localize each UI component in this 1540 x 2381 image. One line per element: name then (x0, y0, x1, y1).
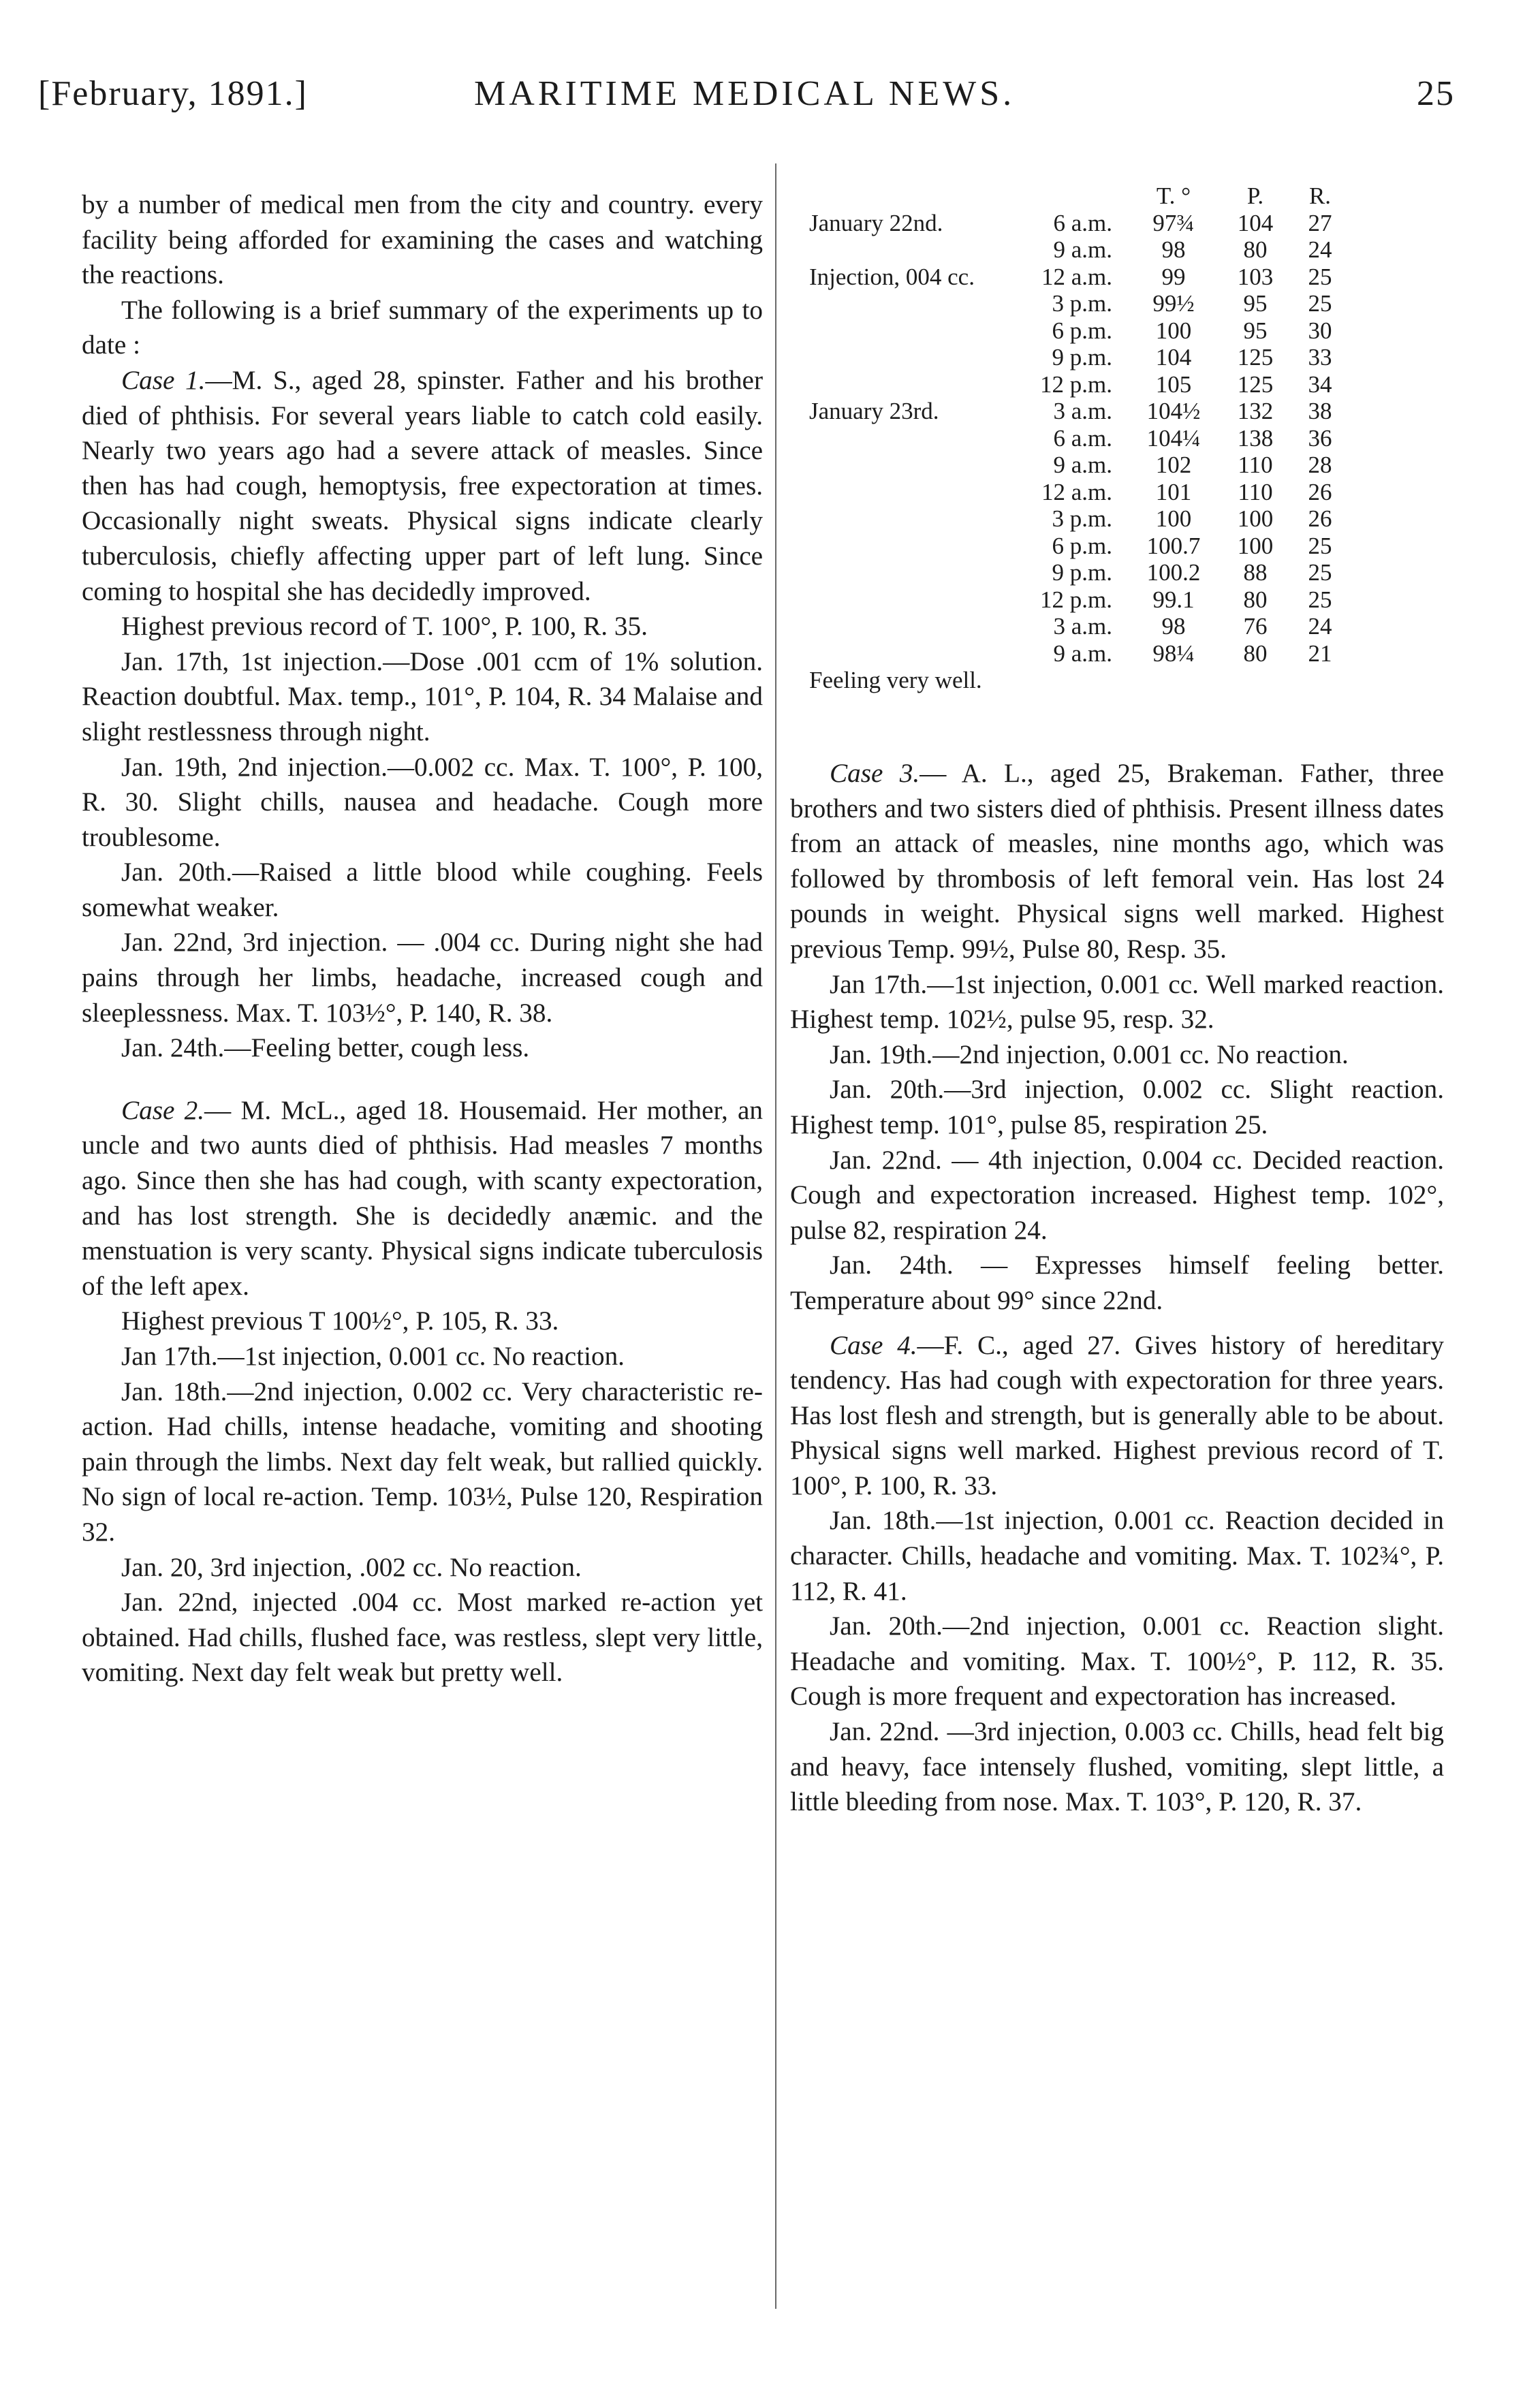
case1-text: —M. S., aged 28, spinster. Father and his brother died of phthisis. For several years liable to catch cold easily. Nearly two years ago had a severe attack of measles. Since then has had cough, hemoptysis, free expectoration at times. Occasionally night sweats. Physical signs indicate clearly tuberculosis, chiefly affecting upper part of left lung. Since coming to hospital she has decidedly improved. (82, 365, 764, 606)
case1-previous: Highest previous record of T. 100°, P. 100, R. 35. (121, 612, 648, 642)
vitals-header-row (809, 183, 1456, 210)
row-time: 9 a.m. (1053, 452, 1112, 478)
row-respiration: 25 (1308, 532, 1332, 559)
row-temperature: 99.1 (1152, 586, 1195, 613)
case2-previous: Highest previous T 100½°, P. 105, R. 33. (121, 1306, 559, 1336)
row-time: 9 a.m. (1053, 236, 1112, 263)
row-respiration: 26 (1308, 478, 1332, 505)
case2-entry: Jan. 18th.—2nd injection, 0.002 cc. Very characteristic re-action. Had chills, intense headache, vomiting and shooting pain through the limbs. Next day felt weak, but rallied quickly. No sign of local re-action. Temp. 103½, Pulse 120, Respiration 32. (82, 1376, 763, 1547)
column-divider (775, 163, 776, 2309)
vitals-row (809, 210, 1456, 237)
row-time: 6 p.m. (1052, 317, 1112, 344)
vitals-row (809, 586, 1456, 614)
row-time: 6 p.m. (1052, 532, 1112, 559)
vitals-row (809, 264, 1456, 291)
row-respiration: 33 (1308, 344, 1332, 370)
case1-entry: Jan. 24th.—Feeling better, cough less. (121, 1033, 530, 1063)
vitals-row (809, 505, 1456, 533)
row-pulse: 100 (1237, 532, 1274, 559)
row-temperature: 99½ (1152, 290, 1195, 317)
case2-entry: Jan. 22nd, injected .004 cc. Most marked re-action yet obtained. Had chills, flushed face, was restless, slept very little, vomiting. Next day felt weak but pretty well. (82, 1588, 763, 1688)
case1-entry: Jan. 20th.—Raised a little blood while coughing. Feels somewhat weaker. (82, 857, 763, 922)
row-time: 3 p.m. (1052, 290, 1112, 317)
vitals-row (809, 371, 1456, 398)
row-pulse: 110 (1238, 452, 1273, 478)
row-time: 12 a.m. (1041, 263, 1112, 290)
case2-entry: Jan. 20, 3rd injection, .002 cc. No reaction. (121, 1552, 582, 1582)
row-temperature: 104½ (1146, 398, 1201, 424)
row-temperature: 98 (1161, 236, 1186, 263)
row-respiration: 28 (1308, 452, 1332, 478)
vitals-row (809, 290, 1456, 317)
summary-paragraph: The following is a brief summary of the experiments up to date : (82, 295, 763, 360)
row-temperature: 100.2 (1146, 559, 1201, 586)
row-respiration: 25 (1308, 559, 1332, 586)
case3-entry: Jan. 22nd. — 4th injection, 0.004 cc. Decided reaction. Cough and expectoration increased. Highest temp. 102°, pulse 82, respiration 24. (790, 1145, 1444, 1245)
row-label: January 22nd. (809, 209, 943, 236)
row-time: 6 a.m. (1053, 424, 1112, 452)
row-temperature: 104 (1155, 344, 1192, 370)
vitals-row (809, 398, 1456, 425)
row-label: January 23rd. (809, 398, 939, 424)
row-label: Injection, 004 cc. (809, 263, 975, 290)
row-time: 9 p.m. (1052, 344, 1112, 370)
case3-entry: Jan. 20th.—3rd injection, 0.002 cc. Slight reaction. Highest temp. 101°, pulse 85, respiration 25. (790, 1075, 1444, 1139)
row-pulse: 132 (1237, 398, 1274, 424)
case1-entry: Jan. 17th, 1st injection.—Dose .001 ccm of 1% solution. Reaction doubtful. Max. temp., 101°, P. 104, R. 34 Malaise and slight restlessness through night. (82, 646, 763, 746)
vitals-row (809, 317, 1456, 345)
row-respiration: 26 (1308, 505, 1332, 532)
row-temperature: 101 (1155, 478, 1192, 505)
case3-entry: Jan 17th.—1st injection, 0.001 cc. Well marked reaction. Highest temp. 102½, pulse 95, resp. 32. (790, 969, 1444, 1035)
row-pulse: 138 (1237, 424, 1274, 452)
row-temperature: 102 (1155, 452, 1192, 478)
row-respiration: 21 (1308, 640, 1332, 667)
case1-label: Case 1. (121, 365, 206, 395)
row-temperature: 105 (1155, 370, 1192, 398)
left-column (82, 187, 763, 1690)
row-pulse: 103 (1237, 263, 1274, 290)
header-respiration: R. (1308, 183, 1332, 209)
row-pulse: 125 (1237, 344, 1274, 370)
case2-entry: Jan 17th.—1st injection, 0.001 cc. No reaction. (121, 1342, 625, 1371)
right-column (790, 756, 1444, 1820)
case1-paragraph (82, 363, 763, 609)
row-respiration: 30 (1308, 317, 1332, 344)
row-pulse: 95 (1243, 290, 1268, 317)
row-time: 9 p.m. (1052, 559, 1112, 586)
header-pulse: P. (1246, 183, 1264, 209)
row-respiration: 36 (1308, 424, 1332, 452)
row-time: 3 a.m. (1053, 398, 1112, 424)
row-time: 12 p.m. (1040, 586, 1112, 613)
running-header (38, 74, 1455, 128)
vitals-row (809, 425, 1456, 452)
vitals-row (809, 479, 1456, 506)
row-pulse: 104 (1237, 209, 1274, 236)
case1-entry: Jan. 22nd, 3rd injection. — .004 cc. During night she had pains through her limbs, headache, increased cough and sleeplessness. Max. T. 103½°, P. 140, R. 38. (82, 928, 763, 1028)
case4-entry: Jan. 20th.—2nd injection, 0.001 cc. Reaction slight. Headache and vomiting. Max. T. 100½°, P. 112, R. 35. Cough is more frequent and expectoration has increased. (790, 1611, 1444, 1712)
row-pulse: 88 (1243, 559, 1268, 586)
row-pulse: 95 (1243, 317, 1268, 344)
row-respiration: 34 (1308, 370, 1332, 398)
case3-paragraph (790, 756, 1444, 967)
vitals-table (809, 183, 1456, 694)
row-time: 9 a.m. (1053, 640, 1112, 667)
case1-entry: Jan. 19th, 2nd injection.—0.002 cc. Max. T. 100°, P. 100, R. 30. Slight chills, nausea and headache. Cough more troublesome. (82, 752, 763, 852)
case4-label: Case 4. (830, 1330, 917, 1360)
intro-paragraph: by a number of medical men from the city and country. every facility being afforded for examining the cases and watching the reactions. (82, 190, 763, 290)
case3-entry: Jan. 19th.—2nd injection, 0.001 cc. No reaction. (830, 1039, 1349, 1069)
case3-text: — A. L., aged 25, Brakeman. Father, three brothers and two sisters died of phthisis. Present illness dates from an attack of measles, nine months ago, which was followed by thrombosis of left femoral vein. Has lost 24 pounds in weight. Physical signs well marked. Highest previous Temp. 99½, Pulse 80, Resp. 35. (790, 759, 1444, 964)
vitals-row (809, 613, 1456, 640)
row-time: 3 p.m. (1052, 505, 1112, 532)
row-pulse: 110 (1238, 478, 1273, 505)
row-temperature: 100 (1155, 317, 1192, 344)
row-temperature: 98¼ (1152, 640, 1195, 667)
vitals-row (809, 452, 1456, 479)
row-pulse: 125 (1237, 370, 1274, 398)
row-respiration: 25 (1308, 586, 1332, 613)
journal-title: MARITIME MEDICAL NEWS. (474, 74, 1016, 113)
vitals-body (809, 210, 1456, 667)
vitals-row (809, 533, 1456, 560)
vitals-row (809, 236, 1456, 264)
page-number: 25 (1417, 74, 1455, 113)
header-temperature: T. ° (1156, 183, 1191, 209)
row-time: 6 a.m. (1053, 209, 1112, 236)
row-temperature: 97¾ (1152, 209, 1195, 236)
case3-label: Case 3. (830, 759, 920, 788)
row-respiration: 24 (1308, 236, 1332, 263)
vitals-note: Feeling very well. (809, 667, 982, 693)
row-respiration: 25 (1308, 263, 1332, 290)
case2-text: — M. McL., aged 18. Housemaid. Her mother, an uncle and two aunts died of phthisis. Had measles 7 months ago. Since then she has had cough, with scanty expectoration, and has lost strength. She is decidedly anæmic. and the menstuation is very scanty. Physical signs indicate tuberculosis of the left apex. (82, 1095, 764, 1301)
row-pulse: 100 (1237, 505, 1274, 532)
case4-paragraph (790, 1328, 1444, 1504)
row-pulse: 80 (1243, 586, 1268, 613)
case4-text: —F. C., aged 27. Gives history of hereditary tendency. Has had cough with expectoration for three years. Has lost flesh and strength, but is generally able to be about. Physical signs well marked. Highest previous record of T. 100°, P. 100, R. 33. (790, 1330, 1445, 1500)
vitals-row (809, 559, 1456, 586)
row-respiration: 25 (1308, 290, 1332, 317)
row-pulse: 80 (1243, 236, 1268, 263)
case2-label: Case 2. (121, 1095, 205, 1125)
row-respiration: 38 (1308, 398, 1332, 424)
row-respiration: 24 (1308, 613, 1332, 640)
case2-paragraph (82, 1093, 763, 1304)
row-respiration: 27 (1308, 209, 1332, 236)
case4-entry: Jan. 22nd. —3rd injection, 0.003 cc. Chills, head felt big and heavy, face intensely flushed, vomiting, slept little, a little bleeding from nose. Max. T. 103°, P. 120, R. 37. (790, 1717, 1444, 1817)
case3-entry: Jan. 24th. — Expresses himself feeling better. Temperature about 99° since 22nd. (790, 1250, 1444, 1315)
header-date: [February, 1891.] (38, 74, 308, 113)
row-time: 3 a.m. (1053, 613, 1112, 640)
row-temperature: 100 (1155, 505, 1192, 532)
row-temperature: 98 (1161, 613, 1186, 640)
row-time: 12 a.m. (1041, 478, 1112, 505)
row-temperature: 100.7 (1146, 532, 1201, 559)
case4-entry: Jan. 18th.—1st injection, 0.001 cc. Reaction decided in character. Chills, headache and vomiting. Max. T. 102¾°, P. 112, R. 41. (790, 1506, 1444, 1606)
row-pulse: 80 (1243, 640, 1268, 667)
row-temperature: 104¼ (1146, 424, 1201, 452)
row-temperature: 99 (1161, 263, 1186, 290)
row-pulse: 76 (1243, 613, 1268, 640)
vitals-row (809, 344, 1456, 371)
row-time: 12 p.m. (1040, 370, 1112, 398)
vitals-row (809, 640, 1456, 667)
